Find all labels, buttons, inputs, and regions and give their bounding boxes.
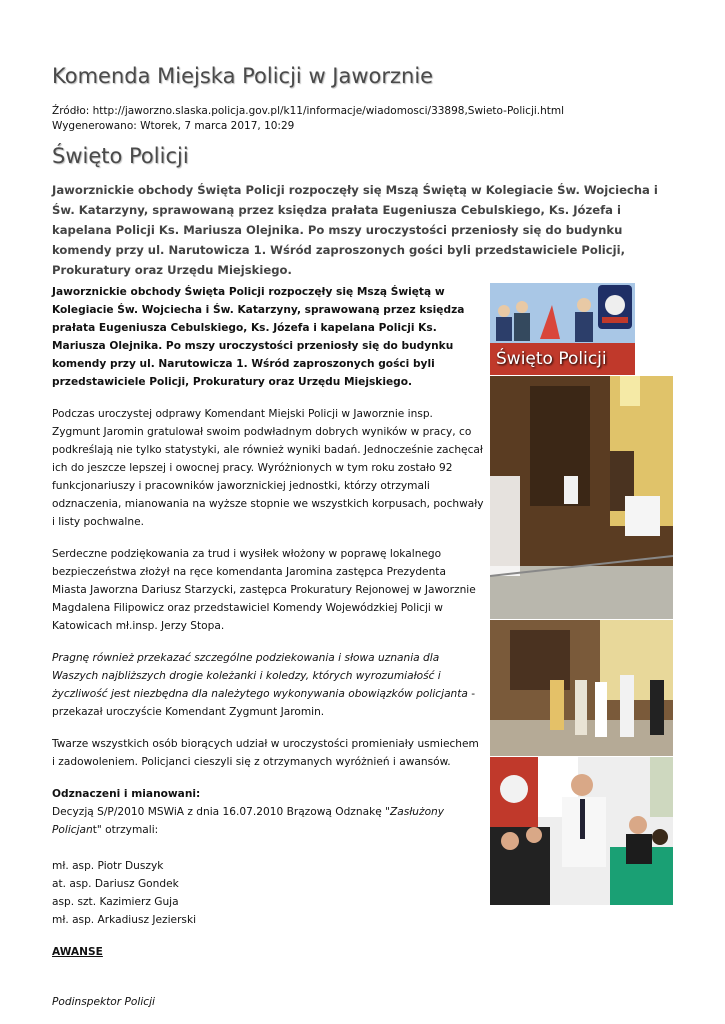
altar-illustration <box>490 620 673 756</box>
awardees-list <box>52 857 484 929</box>
source-line: Źródło: http://jaworzno.slaska.policja.gov.pl/k11/informacje/wiadomosci/33898,Swieto-Policji.html <box>52 105 565 117</box>
awards-intro: Decyzją S/P/2010 MSWiA z dnia 16.07.2010 Brązową Odznakę "Zasłużony Policjant" otrzymali: <box>52 806 445 836</box>
church-photo <box>490 376 673 619</box>
awanse-heading: AWANSE <box>52 946 103 958</box>
article-lead: Jaworznickie obchody Święta Policji rozpoczęły się Mszą Świętą w Kolegiacie Św. Wojciecha i Św. Katarzyny, sprawowaną przez księdza prałata Eugeniusza Cebulskiego, Ks. Józefa i kapelana Policji Ks. Mariusza Olejnika. Po mszy uroczystości przeniosły się do budynku komendy przy ul. Narutowicza 1. Wśród zaproszonych gości byli przedstawiciele Policji, Prokuratury oraz Urzędu Miejskiego. <box>52 183 658 277</box>
officers-photo <box>490 757 673 905</box>
paragraph-ceremony: Podczas uroczystej odprawy Komendant Miejski Policji w Jaworznie insp. Zygmunt Jaromin gratulował swoim podwładnym dobrych wyników w pracy, co podkreślają nie tylko statystyki, ale również wyniki badań. Jednocześnie zachęcał ich do jeszcze lepszej i owocnej pracy. Wyróżnionych w tym roku zostało 92 funkcjonariuszy i pracowników jaworznickiej jednostki, którzy otrzymali odznaczenia, mianowania na wyższe stopnie we wszystkich korpusach, pochwały i listy pochwalne. <box>52 408 484 528</box>
altar-photo <box>490 620 673 756</box>
church-interior-illustration <box>490 376 673 619</box>
paragraph-intro: Jaworznickie obchody Święta Policji rozpoczęły się Mszą Świętą w Kolegiacie Św. Wojciecha i Św. Katarzyny, sprawowaną przez księdza prałata Eugeniusza Cebulskiego, Ks. Józefa i kapelana Policji Ks. Mariusza Olejnika. Po mszy uroczystości przeniosły się do budynku komendy przy ul. Narutowicza 1. Wśród zaproszonych gości byli przedstawiciele Policji, Prokuratury oraz Urzędu Miejskiego. <box>52 286 465 388</box>
banner-image <box>490 283 635 375</box>
quote-text: Pragnę również przekazać szczególne podziekowania i słowa uznania dla Waszych najbliższych drogie koleżanki i koledzy, których wyrozumiałość i życzliwość jest niezbędna dla należytego wykonywania obowiązków policjanta <box>52 652 468 700</box>
banner-caption: Święto Policji <box>496 349 607 369</box>
paragraph-smiles: Twarze wszystkich osób biorących udział w uroczystości promieniały usmiechem i zadowoleniem. Policjanci cieszyli się z otrzymanych wyróżnień i awansów. <box>52 738 479 768</box>
quote-attribution: - przekazał uroczyście Komendant Zygmunt Jaromin. <box>52 688 476 718</box>
officers-illustration <box>490 757 673 905</box>
list-item: asp. szt. Kazimierz Guja <box>52 896 179 908</box>
article-title: Święto Policji <box>52 144 189 168</box>
article-body <box>52 283 484 1011</box>
awards-heading: Odznaczeni i mianowani: <box>52 788 201 800</box>
site-title: Komenda Miejska Policji w Jaworznie <box>52 64 434 88</box>
list-item: at. asp. Dariusz Gondek <box>52 878 179 890</box>
list-item: mł. asp. Piotr Duszyk <box>52 860 164 872</box>
generated-line: Wygenerowano: Wtorek, 7 marca 2017, 10:29 <box>52 120 295 132</box>
rank-heading: Podinspektor Policji <box>52 996 155 1008</box>
paragraph-thanks: Serdeczne podziękowania za trud i wysiłek włożony w poprawę lokalnego bezpieczeństwa złożył na ręce komendanta Jaromina zastępca Prezydenta Miasta Jaworzna Dariusz Starzycki, zastępca Prokuratury Rejonowej w Jaworznie Magdalena Filipowicz oraz przedstawiciel Komendy Wojewódzkiej Policji w Katowicach mł.insp. Jerzy Stopa. <box>52 548 476 632</box>
document-meta <box>52 104 564 134</box>
paragraph-quote <box>52 649 484 721</box>
list-item: mł. asp. Arkadiusz Jezierski <box>52 914 197 926</box>
